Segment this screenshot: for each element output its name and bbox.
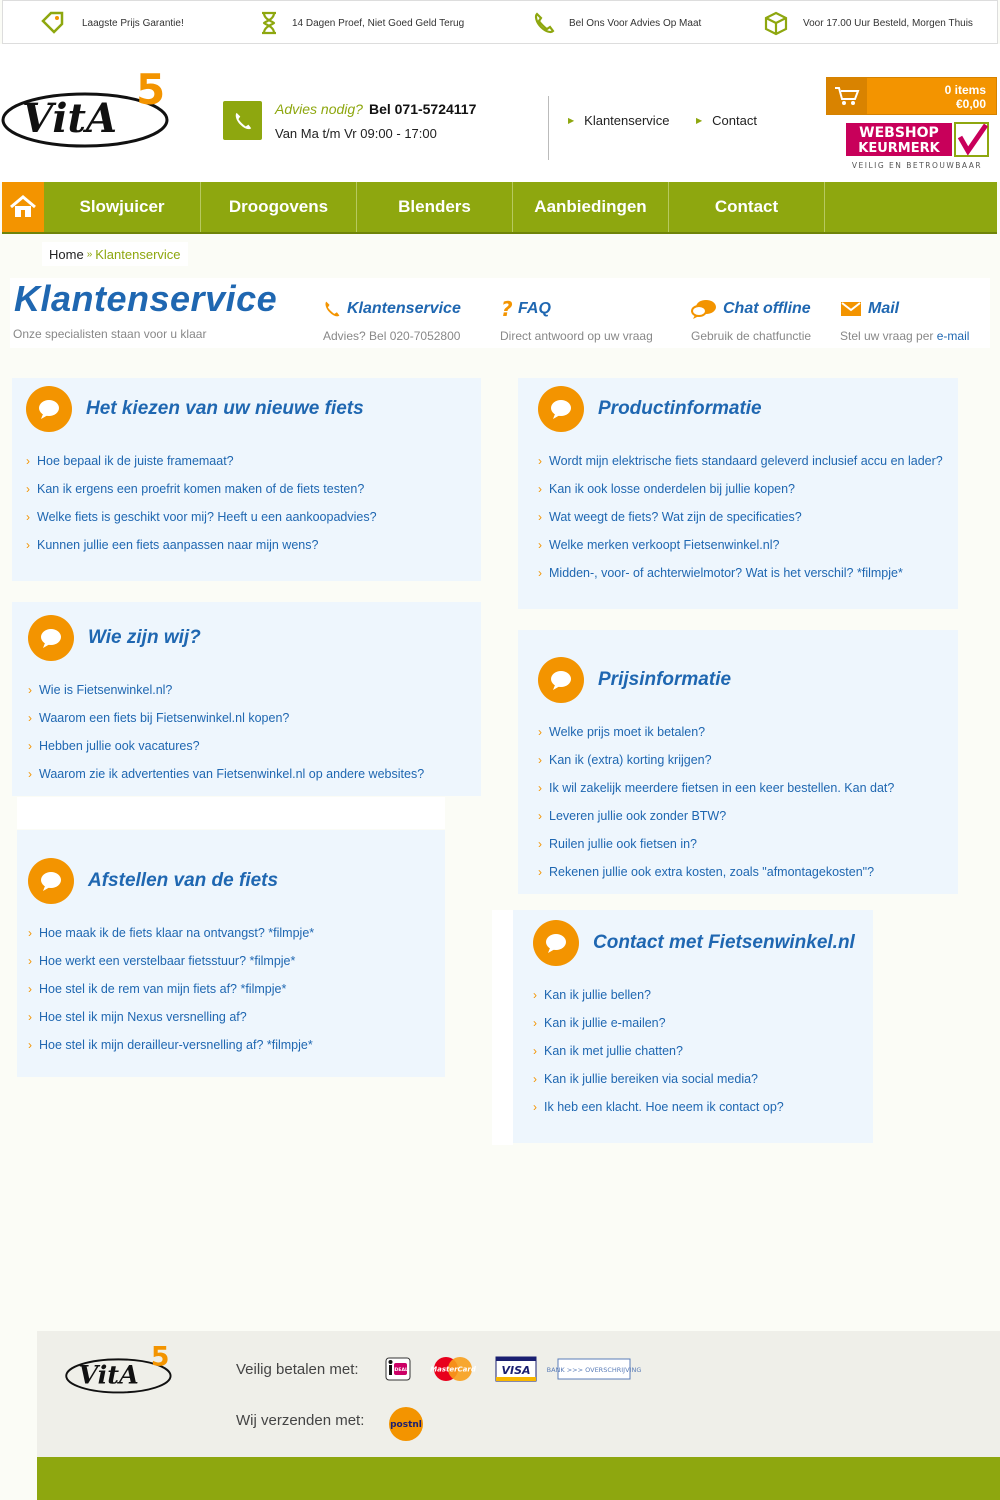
faq-link[interactable]: › Rekenen jullie ook extra kosten, zoals "afmontagekosten"? <box>538 858 894 886</box>
chat-icon <box>691 298 717 320</box>
faq-link[interactable]: › Midden-, voor- of achterwielmotor? Wat is het verschil? *filmpje* <box>538 559 943 587</box>
main-nav <box>2 182 997 234</box>
faq-link[interactable]: › Welke fiets is geschikt voor mij? Heeft u een aankoopadvies? <box>26 503 377 531</box>
faq-title-product: Productinformatie <box>598 398 762 419</box>
footer-logo[interactable] <box>59 1339 181 1400</box>
faq-link[interactable]: › Kan ik jullie bereiken via social media? <box>533 1065 784 1093</box>
phone-icon <box>533 12 555 34</box>
svg-text:VEILIG EN BETROUWBAAR: VEILIG EN BETROUWBAAR <box>851 161 983 170</box>
nav-item-droogovens[interactable]: Droogovens <box>201 182 357 232</box>
faq-link[interactable]: › Kan ik met jullie chatten? <box>533 1037 784 1065</box>
ks-col-chat[interactable]: Chat offline Gebruik de chatfunctie <box>691 300 812 343</box>
faq-link[interactable]: › Hoe stel ik de rem van mijn fiets af? *filmpje* <box>28 975 314 1003</box>
nav-item-contact[interactable]: Contact <box>669 182 825 232</box>
faq-link[interactable]: › Wat weegt de fiets? Wat zijn de specificaties? <box>538 503 943 531</box>
faq-link[interactable]: › Kunnen jullie een fiets aanpassen naar mijn wens? <box>26 531 377 559</box>
page-title: Klantenservice <box>14 278 278 319</box>
logo-number: 5 <box>136 65 166 114</box>
site-header <box>0 44 1000 182</box>
postnl-logo <box>386 1405 426 1443</box>
breadcrumb-current: Klantenservice <box>95 246 181 262</box>
page-subtitle: Onze specialisten staan voor u klaar <box>13 327 207 341</box>
faq-link[interactable]: › Welke prijs moet ik betalen? <box>538 718 894 746</box>
svg-text:VISA: VISA <box>501 1364 531 1377</box>
faq-link[interactable]: › Hoe stel ik mijn Nexus versnelling af? <box>28 1003 314 1031</box>
cart-count: 0 items <box>944 83 986 97</box>
nav-item-blenders[interactable]: Blenders <box>357 182 513 232</box>
advice-phone[interactable]: Bel 071-5724117 <box>368 101 477 117</box>
faq-title-kiezen: Het kiezen van uw nieuwe fiets <box>86 398 364 419</box>
home-icon <box>9 195 37 219</box>
advice-question: Advies nodig? <box>275 101 363 117</box>
faq-link[interactable]: › Wie is Fietsenwinkel.nl? <box>28 676 424 704</box>
bank-transfer-logo <box>546 1356 642 1382</box>
chat-bubble-icon <box>533 920 579 966</box>
hourglass-icon <box>260 12 278 34</box>
breadcrumb <box>42 242 188 266</box>
faq-link[interactable]: › Leveren jullie ook zonder BTW? <box>538 802 894 830</box>
faq-link[interactable]: › Hoe bepaal ik de juiste framemaat? <box>26 447 377 475</box>
usp-trial: 14 Dagen Proef, Niet Goed Geld Terug <box>260 11 464 35</box>
faq-list-kiezen <box>26 447 377 559</box>
faq-link[interactable]: › Hebben jullie ook vacatures? <box>28 732 424 760</box>
mail-icon <box>840 301 862 317</box>
svg-text:WEBSHOP: WEBSHOP <box>859 125 939 141</box>
faq-list-wie <box>28 676 424 788</box>
chat-bubble-icon <box>28 615 74 661</box>
phone-button[interactable] <box>223 101 262 140</box>
chat-bubble-icon <box>538 657 584 703</box>
chat-bubble-icon <box>26 386 72 432</box>
phone-icon <box>233 111 253 131</box>
mastercard-logo <box>430 1356 476 1382</box>
usp-advice: Bel Ons Voor Advies Op Maat <box>533 11 701 35</box>
site-footer <box>37 1331 1000 1457</box>
faq-title-contact: Contact met Fietsenwinkel.nl <box>593 932 855 953</box>
ship-label: Wij verzenden met: <box>236 1412 365 1429</box>
usp-delivery: Voor 17.00 Uur Besteld, Morgen Thuis <box>763 11 973 35</box>
svg-text:BANK >>> OVERSCHRIJVING: BANK >>> OVERSCHRIJVING <box>546 1366 642 1374</box>
visa-logo <box>494 1356 538 1382</box>
phone-icon <box>323 300 341 318</box>
spacer <box>492 910 513 1145</box>
package-icon <box>763 11 789 35</box>
klantenservice-header <box>10 278 990 348</box>
faq-link[interactable]: › Hoe werkt een verstelbaar fietsstuur? *filmpje* <box>28 947 314 975</box>
cart-icon <box>827 78 867 114</box>
faq-link[interactable]: › Waarom een fiets bij Fietsenwinkel.nl kopen? <box>28 704 424 732</box>
nav-item-slowjuicer[interactable]: Slowjuicer <box>44 182 201 232</box>
pay-label: Veilig betalen met: <box>236 1361 359 1378</box>
faq-link[interactable]: › Kan ik ergens een proefrit komen maken of de fiets testen? <box>26 475 377 503</box>
cart-button[interactable] <box>826 77 997 115</box>
faq-title-prijs: Prijsinformatie <box>598 669 732 690</box>
svg-text:MasterCard: MasterCard <box>430 1365 476 1374</box>
nav-home-button[interactable] <box>2 182 44 232</box>
header-link-klantenservice[interactable]: ▶ Klantenservice <box>568 113 670 128</box>
faq-list-contact <box>533 981 784 1121</box>
svg-text:5: 5 <box>150 1341 170 1373</box>
faq-link[interactable]: › Hoe maak ik de fiets klaar na ontvangst? *filmpje* <box>28 919 314 947</box>
faq-list-prijs <box>538 718 894 886</box>
faq-link[interactable]: › Ik wil zakelijk meerdere fietsen in een keer bestellen. Kan dat? <box>538 774 894 802</box>
faq-link[interactable]: › Ik heb een klacht. Hoe neem ik contact op? <box>533 1093 784 1121</box>
site-logo[interactable] <box>0 62 175 155</box>
faq-title-afstellen: Afstellen van de fiets <box>88 870 279 891</box>
breadcrumb-home[interactable]: Home <box>49 246 84 262</box>
faq-link[interactable]: › Waarom zie ik advertenties van Fietsenwinkel.nl op andere websites? <box>28 760 424 788</box>
chat-bubble-icon <box>28 858 74 904</box>
faq-link[interactable]: › Kan ik jullie bellen? <box>533 981 784 1009</box>
opening-hours: Van Ma t/m Vr 09:00 - 17:00 <box>275 126 437 141</box>
footer-bar <box>37 1457 1000 1500</box>
ks-col-klantenservice[interactable]: Klantenservice Advies? Bel 020-7052800 <box>323 300 461 343</box>
faq-link[interactable]: › Kan ik jullie e-mailen? <box>533 1009 784 1037</box>
svg-text:KEURMERK: KEURMERK <box>858 141 940 156</box>
svg-text:postnl: postnl <box>390 1420 422 1430</box>
ks-col-mail[interactable]: Mail Stel uw vraag per e-mail <box>840 300 970 343</box>
breadcrumb-separator: » <box>86 248 93 260</box>
question-icon <box>500 299 512 319</box>
cart-total: €0,00 <box>955 97 986 111</box>
usp-lowest-price: Laagste Prijs Garantie! <box>40 11 184 35</box>
header-link-contact[interactable]: ▶ Contact <box>696 113 757 128</box>
svg-text:iDEAL: iDEAL <box>393 1368 408 1373</box>
faq-link[interactable]: › Ruilen jullie ook fietsen in? <box>538 830 894 858</box>
arrow-right-icon: ▶ <box>568 116 575 125</box>
faq-link[interactable]: › Hoe stel ik mijn derailleur-versnelling af? *filmpje* <box>28 1031 314 1059</box>
svg-text:?: ? <box>501 297 513 321</box>
arrow-right-icon: ▶ <box>696 116 703 125</box>
svg-text:VitA: VitA <box>78 1360 139 1391</box>
faq-link[interactable]: › Kan ik ook losse onderdelen bij jullie kopen? <box>538 475 943 503</box>
faq-title-wie: Wie zijn wij? <box>88 627 201 648</box>
faq-link[interactable]: › Kan ik (extra) korting krijgen? <box>538 746 894 774</box>
header-divider <box>548 96 549 160</box>
logo-text: VitA <box>22 95 118 142</box>
advice-line <box>275 101 476 117</box>
spacer <box>17 797 445 829</box>
faq-link[interactable]: › Welke merken verkoopt Fietsenwinkel.nl? <box>538 531 943 559</box>
faq-link[interactable]: › Wordt mijn elektrische fiets standaard geleverd inclusief accu en lader? <box>538 447 943 475</box>
ks-col-faq[interactable]: ? FAQ Direct antwoord op uw vraag <box>500 297 653 343</box>
webshop-keurmerk-badge[interactable] <box>845 122 995 175</box>
faq-list-afstellen <box>28 919 314 1059</box>
ideal-logo <box>384 1356 412 1382</box>
price-tag-icon <box>40 12 68 34</box>
faq-list-product <box>538 447 943 587</box>
nav-item-aanbiedingen[interactable]: Aanbiedingen <box>513 182 669 232</box>
usp-bar <box>2 0 998 44</box>
email-link[interactable]: e-mail <box>936 329 970 343</box>
chat-bubble-icon <box>538 386 584 432</box>
